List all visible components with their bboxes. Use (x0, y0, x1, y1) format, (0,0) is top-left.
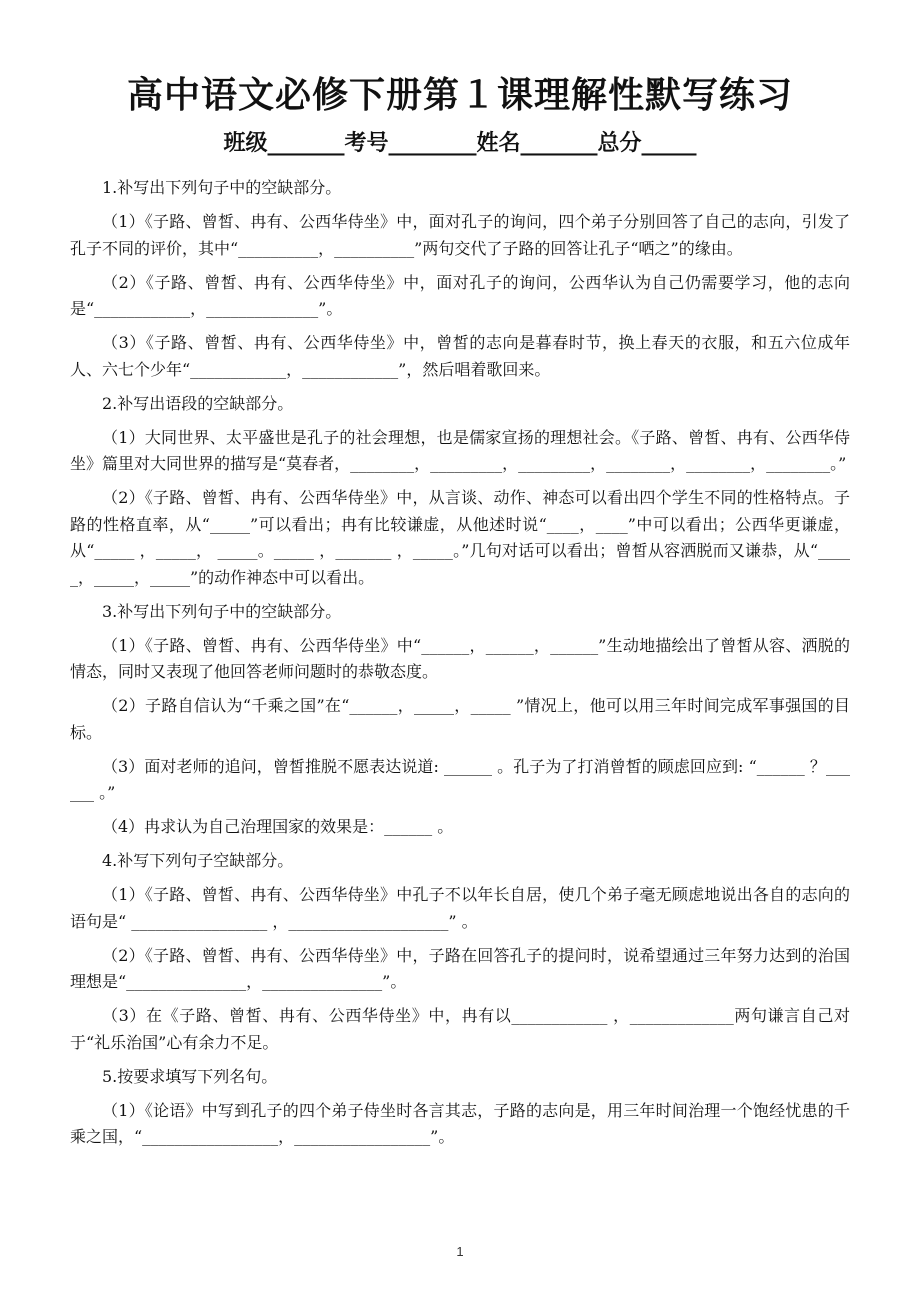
question-2-1: （1）大同世界、太平盛世是孔子的社会理想，也是儒家宣扬的理想社会。《子路、曾皙、冉有、公西华侍坐》篇里对大同世界的描写是“莫春者，________，_________，_________，________，________，________。” (70, 427, 850, 473)
exercise-list (70, 175, 850, 1158)
section-heading-4: 4.补写下列句子空缺部分。 (102, 851, 294, 870)
question-3-1: （1）《子路、曾皙、冉有、公西华侍坐》中“______，______，______”生动地描绘出了曾皙从容、洒脱的情态，同时又表现了他回答老师问题时的恭敬态度。 (70, 635, 850, 681)
section-heading-5: 5.按要求填写下列名句。 (102, 1066, 278, 1086)
section-heading-2: 2.补写出语段的空缺部分。 (102, 393, 294, 413)
question-1-2: （2）《子路、曾皙、冉有、公西华侍坐》中，面对孔子的询问，公西华认为自己仍需要学习，他的志向是“____________，______________”。 (70, 272, 850, 318)
question-4-2: （2）《子路、曾皙、冉有、公西华侍坐》中，子路在回答孔子的提问时，说希望通过三年努力达到的治国理想是“_______________，_______________”。 (70, 945, 850, 991)
page-number: 1 (456, 1244, 464, 1259)
page-title: 高中语文必修下册第１课理解性默写练习 (126, 75, 793, 116)
section-heading-3: 3.补写出下列句子中的空缺部分。 (102, 601, 342, 621)
question-1-1: （1）《子路、曾皙、冉有、公西华侍坐》中，面对孔子的询问，四个弟子分别回答了自己的志向，引发了孔子不同的评价，其中“__________，__________”两句交代了子路的回答让孔子“哂之”的缘由。 (70, 212, 850, 258)
section-heading-1: 1.补写出下列句子中的空缺部分。 (102, 178, 342, 197)
question-3-4: （4）冉求认为自己治理国家的效果是：______ 。 (102, 817, 454, 836)
student-info-line: 班级_______考号________姓名_______总分_____ (223, 131, 697, 156)
question-4-1: （1）《子路、曾皙、冉有、公西华侍坐》中孔子不以年长自居，使几个弟子毫无顾虑地说出各自的志向的语句是“ _________________ ，____________________” 。 (70, 885, 850, 931)
question-4-3: （3）在《子路、曾皙、冉有、公西华侍坐》中，冉有以____________ ，_____________两句谦言自己对于“礼乐治国”心有余力不足。 (70, 1006, 850, 1052)
question-2-2: （2）《子路、曾皙、冉有、公西华侍坐》中，从言谈、动作、神态可以看出四个学生不同的性格特点。子路的性格直率，从“_____”可以看出；冉有比较谦虚，从他述时说“____，____”中可以看出；公西华更谦虚，从“_____ ，_____， _____。_____ ，_______ ，_____。”几句对话可以看出；曾皙从容洒脱而又谦恭，从“_____，_____，_____”的动作神态中可以看出。 (70, 488, 850, 587)
question-3-3: （3）面对老师的追问，曾皙推脱不愿表达说道: ______ 。孔子为了打消曾皙的顾虑回应到: “______ ？______ 。” (70, 756, 850, 802)
question-1-3: （3）《子路、曾皙、冉有、公西华侍坐》中，曾皙的志向是暮春时节，换上春天的衣服，和五六位成年人、六七个少年“____________，____________”，然后唱着歌回来。 (70, 333, 850, 379)
question-3-2: （2）子路自信认为“千乘之国”在“______，_____，_____ ”情况上，他可以用三年时间完成军事强国的目标。 (70, 696, 850, 742)
question-5-1: （1）《论语》中写到孔子的四个弟子侍坐时各言其志，子路的志向是，用三年时间治理一个饱经忧患的千乘之国，“_________________，_________________”。 (70, 1100, 850, 1146)
